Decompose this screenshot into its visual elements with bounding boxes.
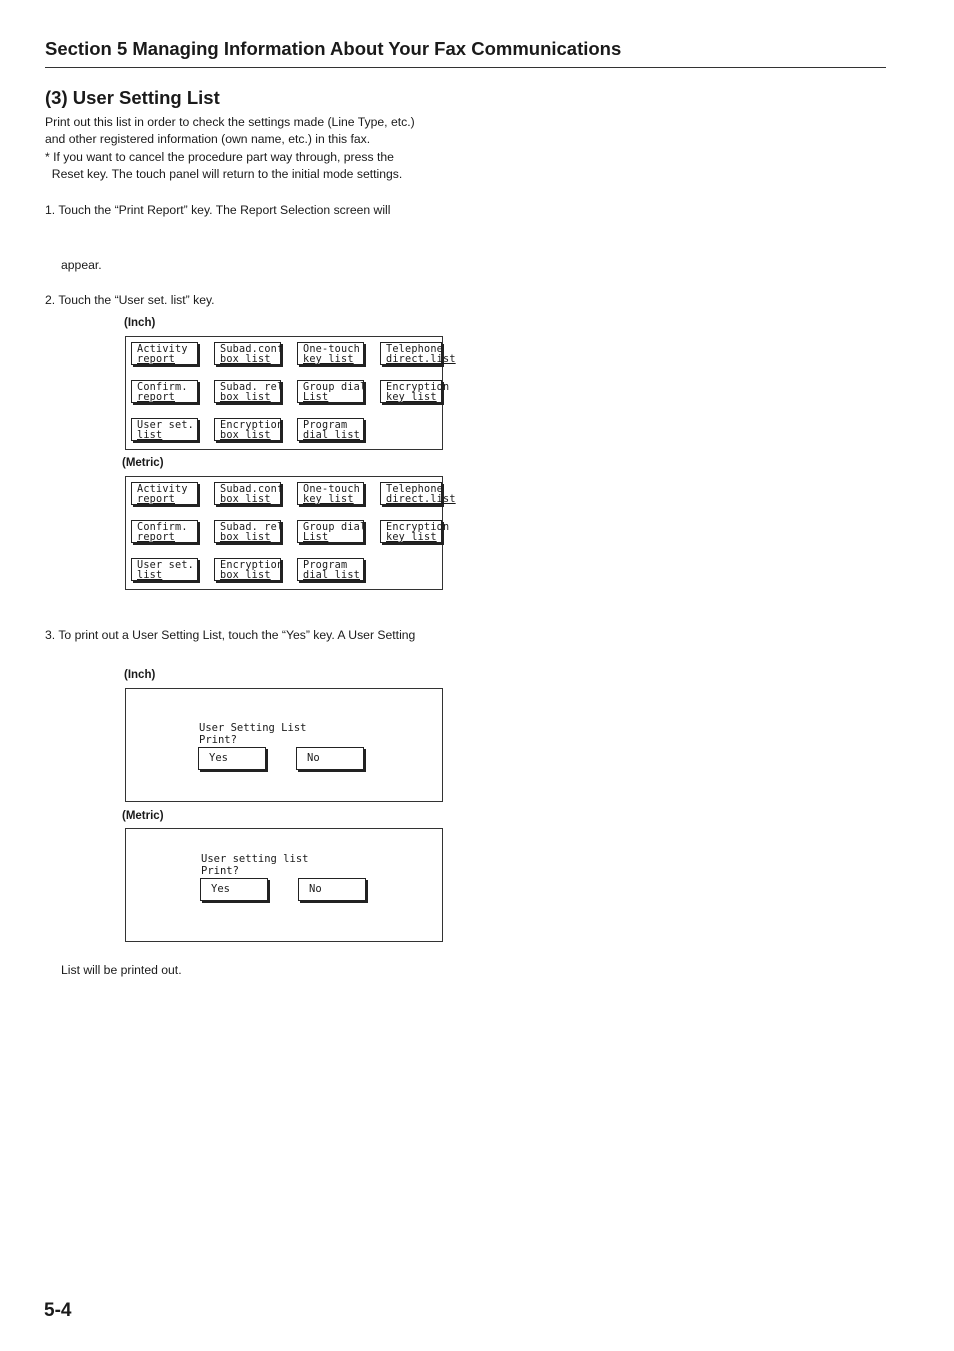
encryption-key-list-key[interactable]: Encryption key list [380,380,442,403]
print-confirm-prompt [199,722,306,746]
step-3-continuation: List will be printed out. [61,963,182,977]
report-selection-panel-inch [125,336,456,450]
program-dial-list-key[interactable]: Program dial list [297,418,364,441]
encryption-box-list-key[interactable]: Encryption box list [214,558,281,581]
prompt-title: User Setting List [199,722,307,734]
section-header-title: Section 5 Managing Information About Your Fax Communications [45,38,622,59]
yes-button[interactable]: Yes [198,747,266,770]
encryption-box-list-key[interactable]: Encryption box list [214,418,281,441]
group-dial-list-key[interactable]: Group dial List [297,520,364,543]
inch-label: (Inch) [124,669,156,681]
intro-note-line-1: * If you want to cancel the procedure part way through, press the [45,150,394,164]
intro-note-line-2: Reset key. The touch panel will return to the initial mode settings. [45,167,403,181]
encryption-key-list-key[interactable]: Encryption key list [380,520,442,543]
telephone-direct-list-key[interactable]: Telephone direct.list [380,482,442,505]
print-confirm-panel-metric [125,828,443,942]
confirm-report-key[interactable]: Confirm. report [131,520,198,543]
header-divider [45,67,886,68]
inch-label: (Inch) [124,317,156,329]
prompt-question: Print? [199,734,237,746]
subad-rel-box-list-key[interactable]: Subad. rel box list [214,520,281,543]
metric-label: (Metric) [122,457,164,469]
activity-report-key[interactable]: Activity report [131,482,198,505]
print-confirm-prompt [201,853,308,877]
subad-conf-box-list-key[interactable]: Subad.conf box list [214,342,281,365]
prompt-question: Print? [201,865,239,877]
group-dial-list-key[interactable]: Group dial List [297,380,364,403]
yes-button[interactable]: Yes [200,878,268,901]
user-set-list-key[interactable]: User set. list [131,418,198,441]
metric-label: (Metric) [122,810,164,822]
user-set-list-key[interactable]: User set. list [131,558,198,581]
subad-rel-box-list-key[interactable]: Subad. rel box list [214,380,281,403]
report-selection-panel-metric [125,476,456,590]
intro-line-1: Print out this list in order to check the settings made (Line Type, etc.) [45,115,415,129]
confirm-report-key[interactable]: Confirm. report [131,380,198,403]
intro-line-2: and other registered information (own name, etc.) in this fax. [45,132,371,146]
activity-report-key[interactable]: Activity report [131,342,198,365]
page-number: 5-4 [44,1300,72,1321]
subad-conf-box-list-key[interactable]: Subad.conf box list [214,482,281,505]
step-3-text: 3. To print out a User Setting List, touch the “Yes” key. A User Setting [45,628,416,642]
no-button[interactable]: No [298,878,366,901]
prompt-title: User setting list [201,853,309,865]
subsection-title: (3) User Setting List [45,87,220,108]
one-touch-key-list-key[interactable]: One-touch key list [297,342,364,365]
one-touch-key-list-key[interactable]: One-touch key list [297,482,364,505]
telephone-direct-list-key[interactable]: Telephone direct.list [380,342,442,365]
no-button[interactable]: No [296,747,364,770]
step-1-continuation: appear. [61,258,102,272]
step-2-text: 2. Touch the “User set. list” key. [45,293,215,307]
print-confirm-panel-inch [125,688,443,802]
step-1-text: 1. Touch the “Print Report” key. The Report Selection screen will [45,203,391,217]
program-dial-list-key[interactable]: Program dial list [297,558,364,581]
